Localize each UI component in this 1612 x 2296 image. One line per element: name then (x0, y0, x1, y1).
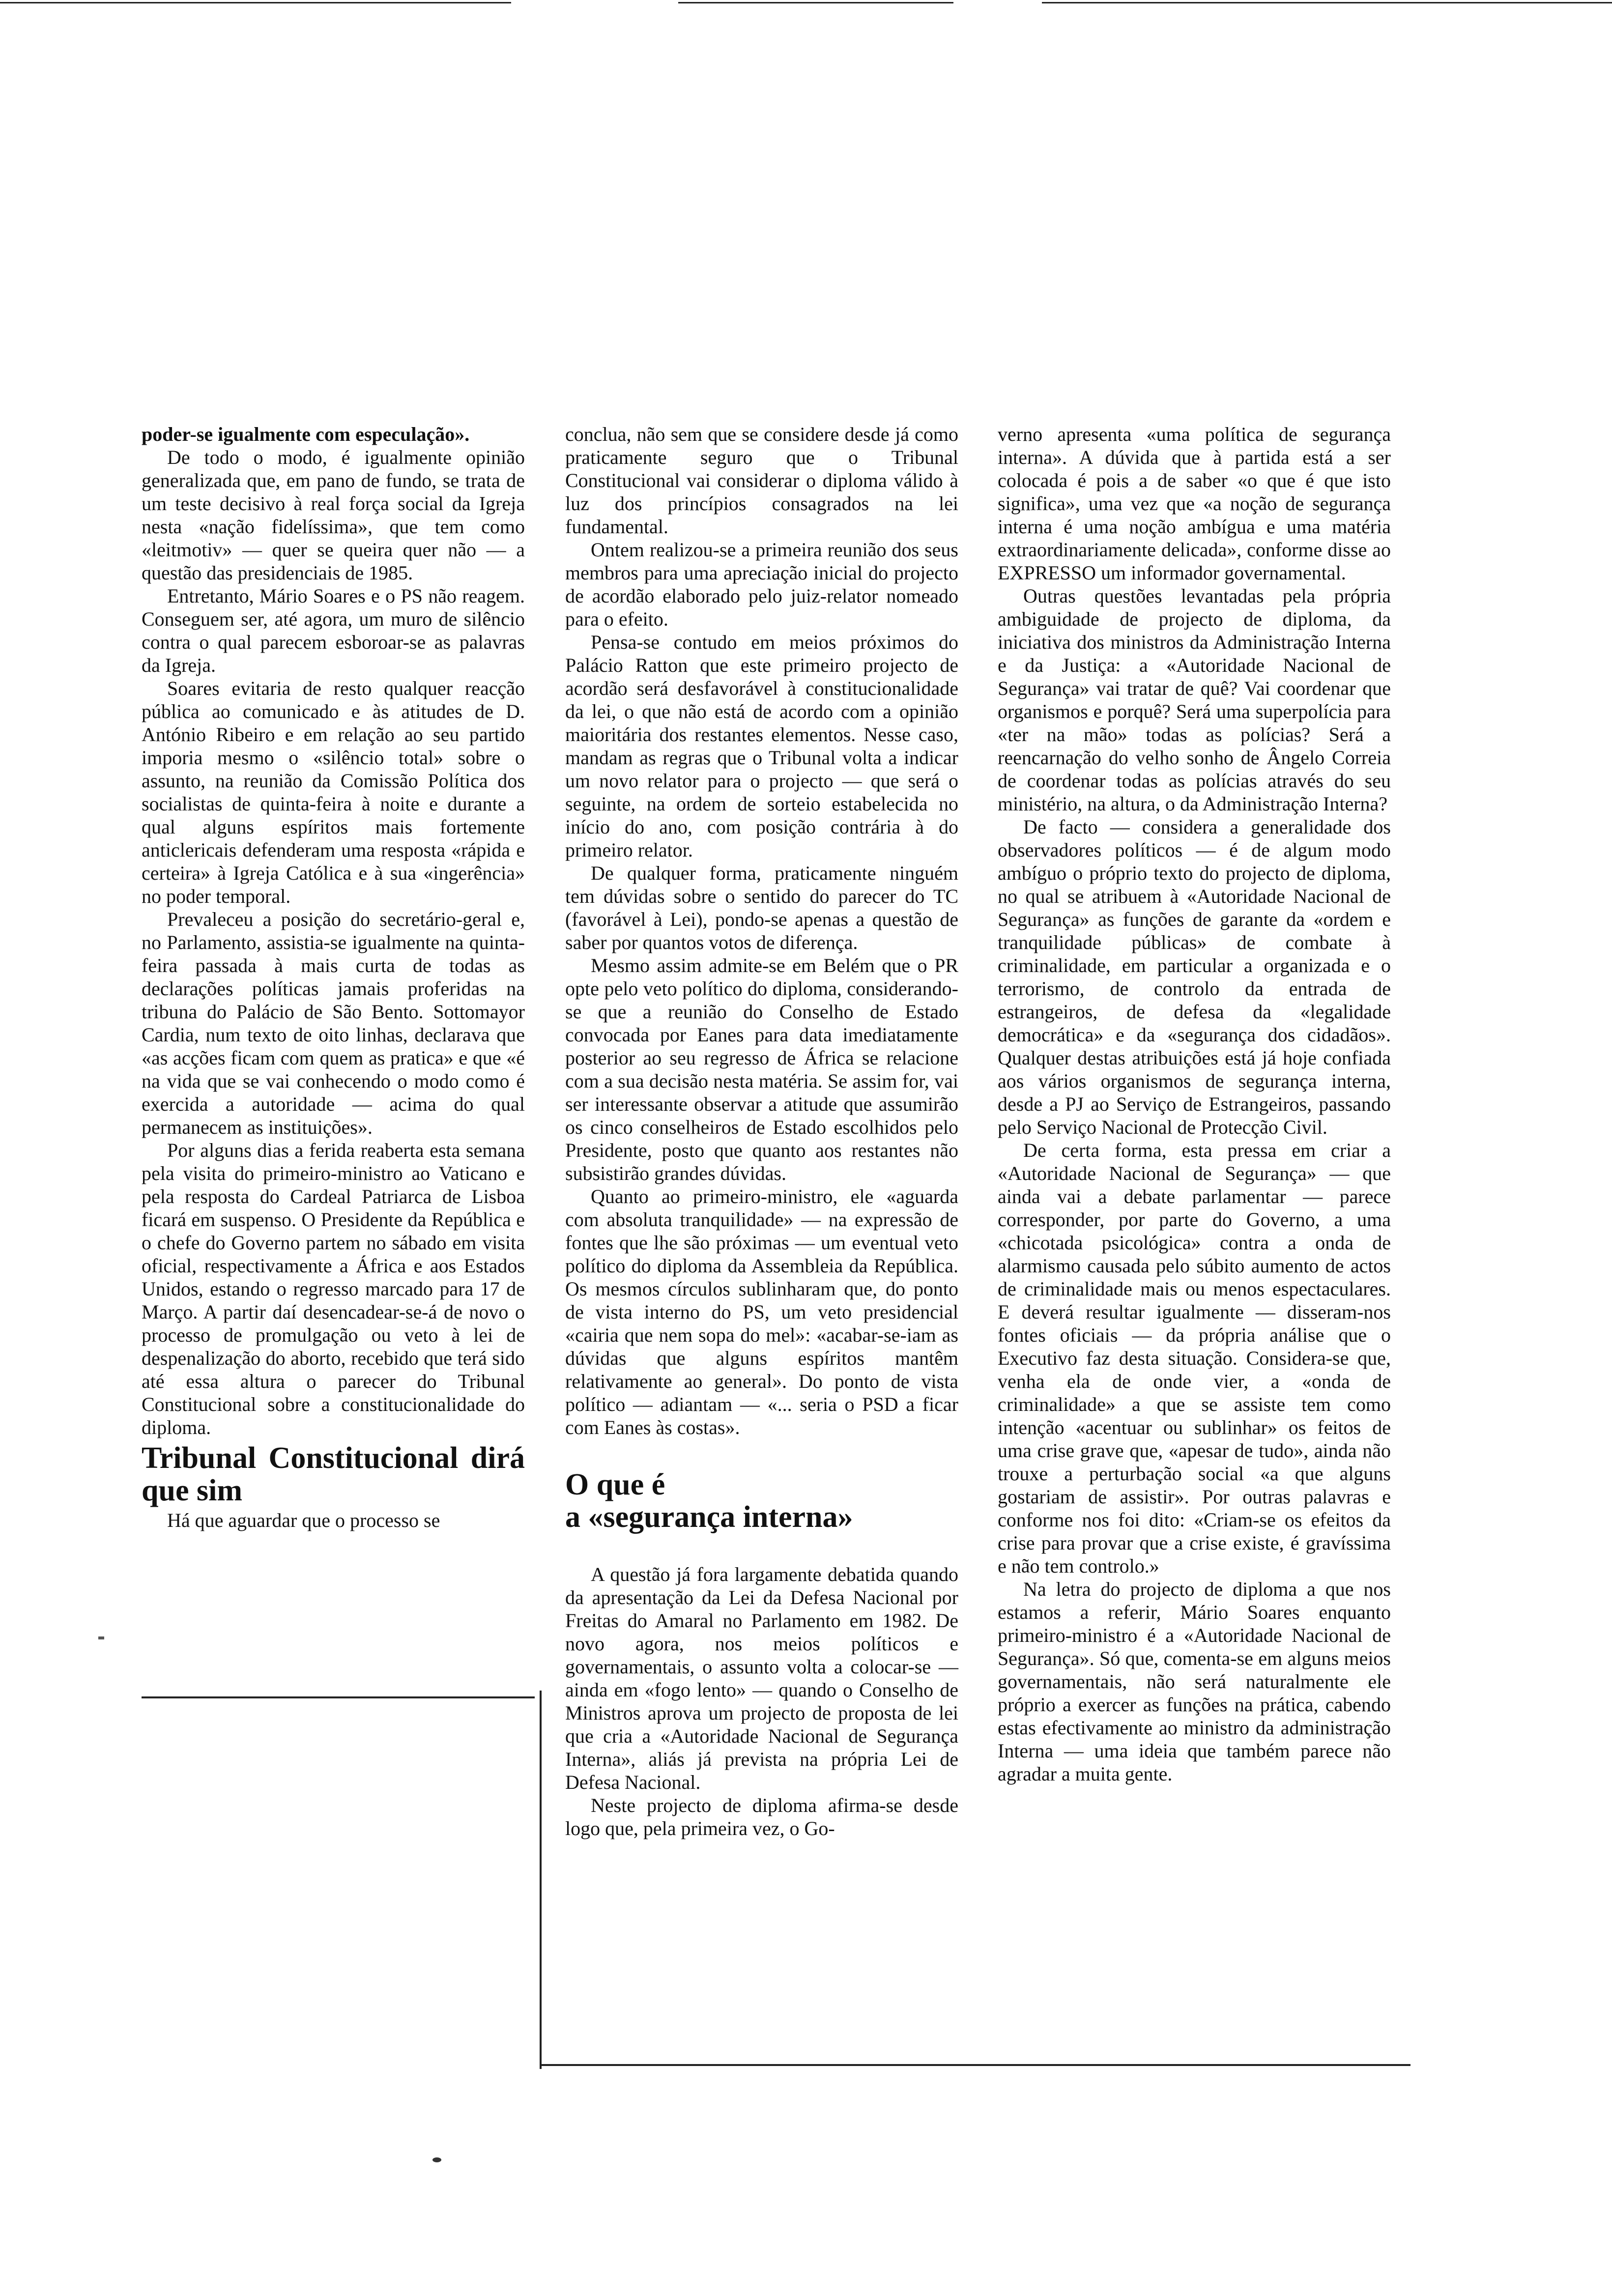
paragraph: Ontem realizou-se a primeira reunião dos seus membros para uma apreciação inicial do projecto de acordão elaborado pelo juiz-relator nomeado para o efeito. (565, 539, 958, 630)
section-heading-line-2: a «segurança interna» (565, 1500, 853, 1534)
paragraph: A questão já fora largamente debatida quando da apresentação da Lei da Defesa Nacional por Freitas do Amaral no Parlamento em 1982. De novo agora, nos meios políticos e governamentais, o assunto volta a colocar-se — ainda em «fogo lento» — quando o Conselho de Ministros aprova um projecto de proposta de lei que cria a «Autoridade Nacional de Segurança Interna», aliás já prevista na própria Lei de Defesa Nacional. (565, 1563, 958, 1793)
paragraph: De qualquer forma, praticamente ninguém tem dúvidas sobre o sentido do parecer do TC (favorável à Lei), pondo-se apenas a questão de saber por quantos votos de diferença. (565, 862, 958, 953)
paragraph: De certa forma, esta pressa em criar a «Autoridade Nacional de Segurança» — que ainda vai a debate parlamentar — parece corresponder, por parte do Governo, a uma «chicotada psicológica» contra a onda de alarmismo causada pelo súbito aumento de actos de criminalidade mais ou menos espectaculares. E deverá resultar igualmente — disseram-nos fontes oficiais — da própria análise que o Executivo faz desta situação. Considera-se que, venha ela de onde vier, a «onda de criminalidade» a que se assiste tem como intenção «acentuar ou sublinhar» os feitos de uma crise grave que, «apesar de tudo», ainda não trouxe a perturbação social «a que alguns gostariam de assistir». Por outras palavras e conforme nos foi dito: «Criam-se os efeitos da crise para provar que a crise existe, é gravíssima e não tem controlo.» (998, 1139, 1391, 1577)
paragraph: Outras questões levantadas pela própria ambiguidade de projecto de diploma, da iniciativa dos ministros da Administração Interna e da Justiça: a «Autoridade Nacional de Segurança» vai tratar de quê? Vai coordenar que organismos e porquê? Será uma superpolícia para «ter na mão» todas as polícias? Será a reencarnação do velho sonho de Ângelo Correia de coordenar todas as polícias através do seu ministério, na altura, o da Administração Interna? (998, 585, 1391, 815)
paragraph: Há que aguardar que o processo se (167, 1509, 440, 1531)
paragraph: Por alguns dias a ferida reaberta esta semana pela visita do primeiro-ministro ao Vaticano e pela resposta do Cardeal Patriarca de Lisboa ficará em suspenso. O Presidente da República e o chefe do Governo partem no sábado em visita oficial, respectivamente a África e aos Estados Unidos, estando o regresso marcado para 17 de Março. A partir daí desencadear-se-á de novo o processo de promulgação ou veto à lei de despenalização do aborto, recebido que terá sido até essa altura o parecer do Tribunal Constitucional sobre a constitucionalidade do diploma. (142, 1139, 525, 1438)
paragraph: Na letra do projecto de diploma a que nos estamos a referir, Mário Soares enquanto primeiro-ministro é a «Autoridade Nacional de Segurança». Só que, comenta-se em alguns meios governamentais, não será naturalmente ele próprio a exercer as funções na prática, cabendo estas efectivamente ao ministro da administração Interna — uma ideia que também parece não agradar a muita gente. (998, 1578, 1391, 1785)
column-1-bottom-rule (142, 1696, 535, 1698)
paragraph: Quanto ao primeiro-ministro, ele «aguarda com absoluta tranquilidade» — na expressão de fontes que lhe são próximas — um eventual veto político do diploma da Assembleia da República. Os mesmos círculos sublinharam que, do ponto de vista interno do PS, um veto presidencial «cairia que nem sopa do mel»: «acabar-se-iam as dúvidas que alguns espíritos mantêm relativamente ao general». Do ponto de vista político — adiantam — «... seria o PSD a ficar com Eanes às costas». (565, 1185, 958, 1438)
paragraph: conclua, não sem que se considere desde já como praticamente seguro que o Tribunal Constitucional vai considerar o diploma válido à luz dos princípios consagrados na lei fundamental. (565, 423, 958, 538)
paragraph: Soares evitaria de resto qualquer reacção pública ao comunicado e às atitudes de D. António Ribeiro e em relação ao seu partido imporia mesmo o «silêncio total» sobre o assunto, na reunião da Comissão Política dos socialistas de quinta-feira à noite e durante a qual alguns espíritos mais fortemente anticlericais defenderam uma resposta «rápida e certeira» à Igreja Católica e à sua «ingerência» no poder temporal. (142, 677, 525, 907)
paragraph: Neste projecto de diploma afirma-se desde logo que, pela primeira vez, o Go- (565, 1794, 958, 1839)
scan-mark (98, 1636, 104, 1639)
paragraph: Mesmo assim admite-se em Belém que o PR opte pelo veto político do diploma, considerando-se que a reunião do Conselho de Estado convocada por Eanes para data imediatamente posterior ao seu regresso de África se relacione com a sua decisão nesta matéria. Se assim for, vai ser interessante observar a atitude que assumirão os cinco conselheiros de Estado escolhidos pelo Presidente, posto que quanto aos restantes não subsistirão grandes dúvidas. (565, 954, 958, 1184)
column-2-divider (540, 1691, 542, 2069)
article-column-2 (565, 423, 958, 1840)
section-heading-line-1: O que é (565, 1468, 665, 1501)
paragraph: poder-se igualmente com especulação». (142, 423, 470, 445)
paragraph: De todo o modo, é igualmente opinião generalizada que, em pano de fundo, se trata de um teste decisivo à real força social da Igreja nesta «nação fidelíssima», que tem como «leitmotiv» — quer se queira quer não — a questão das presidenciais de 1985. (142, 446, 525, 584)
paragraph: verno apresenta «uma política de segurança interna». A dúvida que à partida está a ser colocada é pois a de saber «o que é que isto significa», uma vez que «a noção de segurança interna é uma noção ambígua e uma matéria extraordinariamente delicada», conforme disse ao EXPRESSO um informador governamental. (998, 423, 1391, 584)
top-rule-center (678, 2, 953, 3)
paragraph: Prevaleceu a posição do secretário-geral e, no Parlamento, assistia-se igualmente na quinta-feira passada à mais curta de todas as declarações políticas jamais proferidas na tribuna do Palácio de São Bento. Sottomayor Cardia, num texto de oito linhas, declarava que «as acções ficam com quem as pratica» e que «é na vida que se vai conhecendo o modo como é exercida a autoridade — acima do qual permanecem as instituições». (142, 908, 525, 1138)
article-column-1 (142, 423, 525, 1532)
section-heading: Tribunal Constitucional dirá que sim (142, 1441, 525, 1507)
top-rule-left (0, 2, 511, 3)
bottom-rule (540, 2064, 1410, 2066)
article-column-3 (998, 423, 1391, 1785)
paragraph: Pensa-se contudo em meios próximos do Palácio Ratton que este primeiro projecto de acordão será desfavorável à constitucionalidade da lei, o que não está de acordo com a opinião maioritária dos restantes elementos. Nesse caso, mandam as regras que o Tribunal volta a indicar um novo relator para o projecto — que será o seguinte, na ordem de sorteio estabelecida no início do ano, com posição contrária à do primeiro relator. (565, 631, 958, 861)
paragraph: Entretanto, Mário Soares e o PS não reagem. Conseguem ser, até agora, um muro de silêncio contra o qual parecem esboroar-se as palavras da Igreja. (142, 585, 525, 676)
paragraph: De facto — considera a generalidade dos observadores políticos — é de algum modo ambíguo o próprio texto do projecto de diploma, no qual se atribuem à «Autoridade Nacional de Segurança» as funções de garante da «ordem e tranquilidade públicas» de combate à criminalidade, em particular a organizada e o terrorismo, de controlo da entrada de estrangeiros, de defesa da «legalidade democrática» e da «segurança dos cidadãos». Qualquer destas atribuições está já hoje confiada aos vários organismos de segurança interna, desde a PJ ao Serviço de Estrangeiros, passando pelo Serviço Nacional de Protecção Civil. (998, 816, 1391, 1138)
top-rule-right (1042, 2, 1612, 3)
section-heading (565, 1468, 958, 1533)
scan-mark (432, 2157, 441, 2162)
